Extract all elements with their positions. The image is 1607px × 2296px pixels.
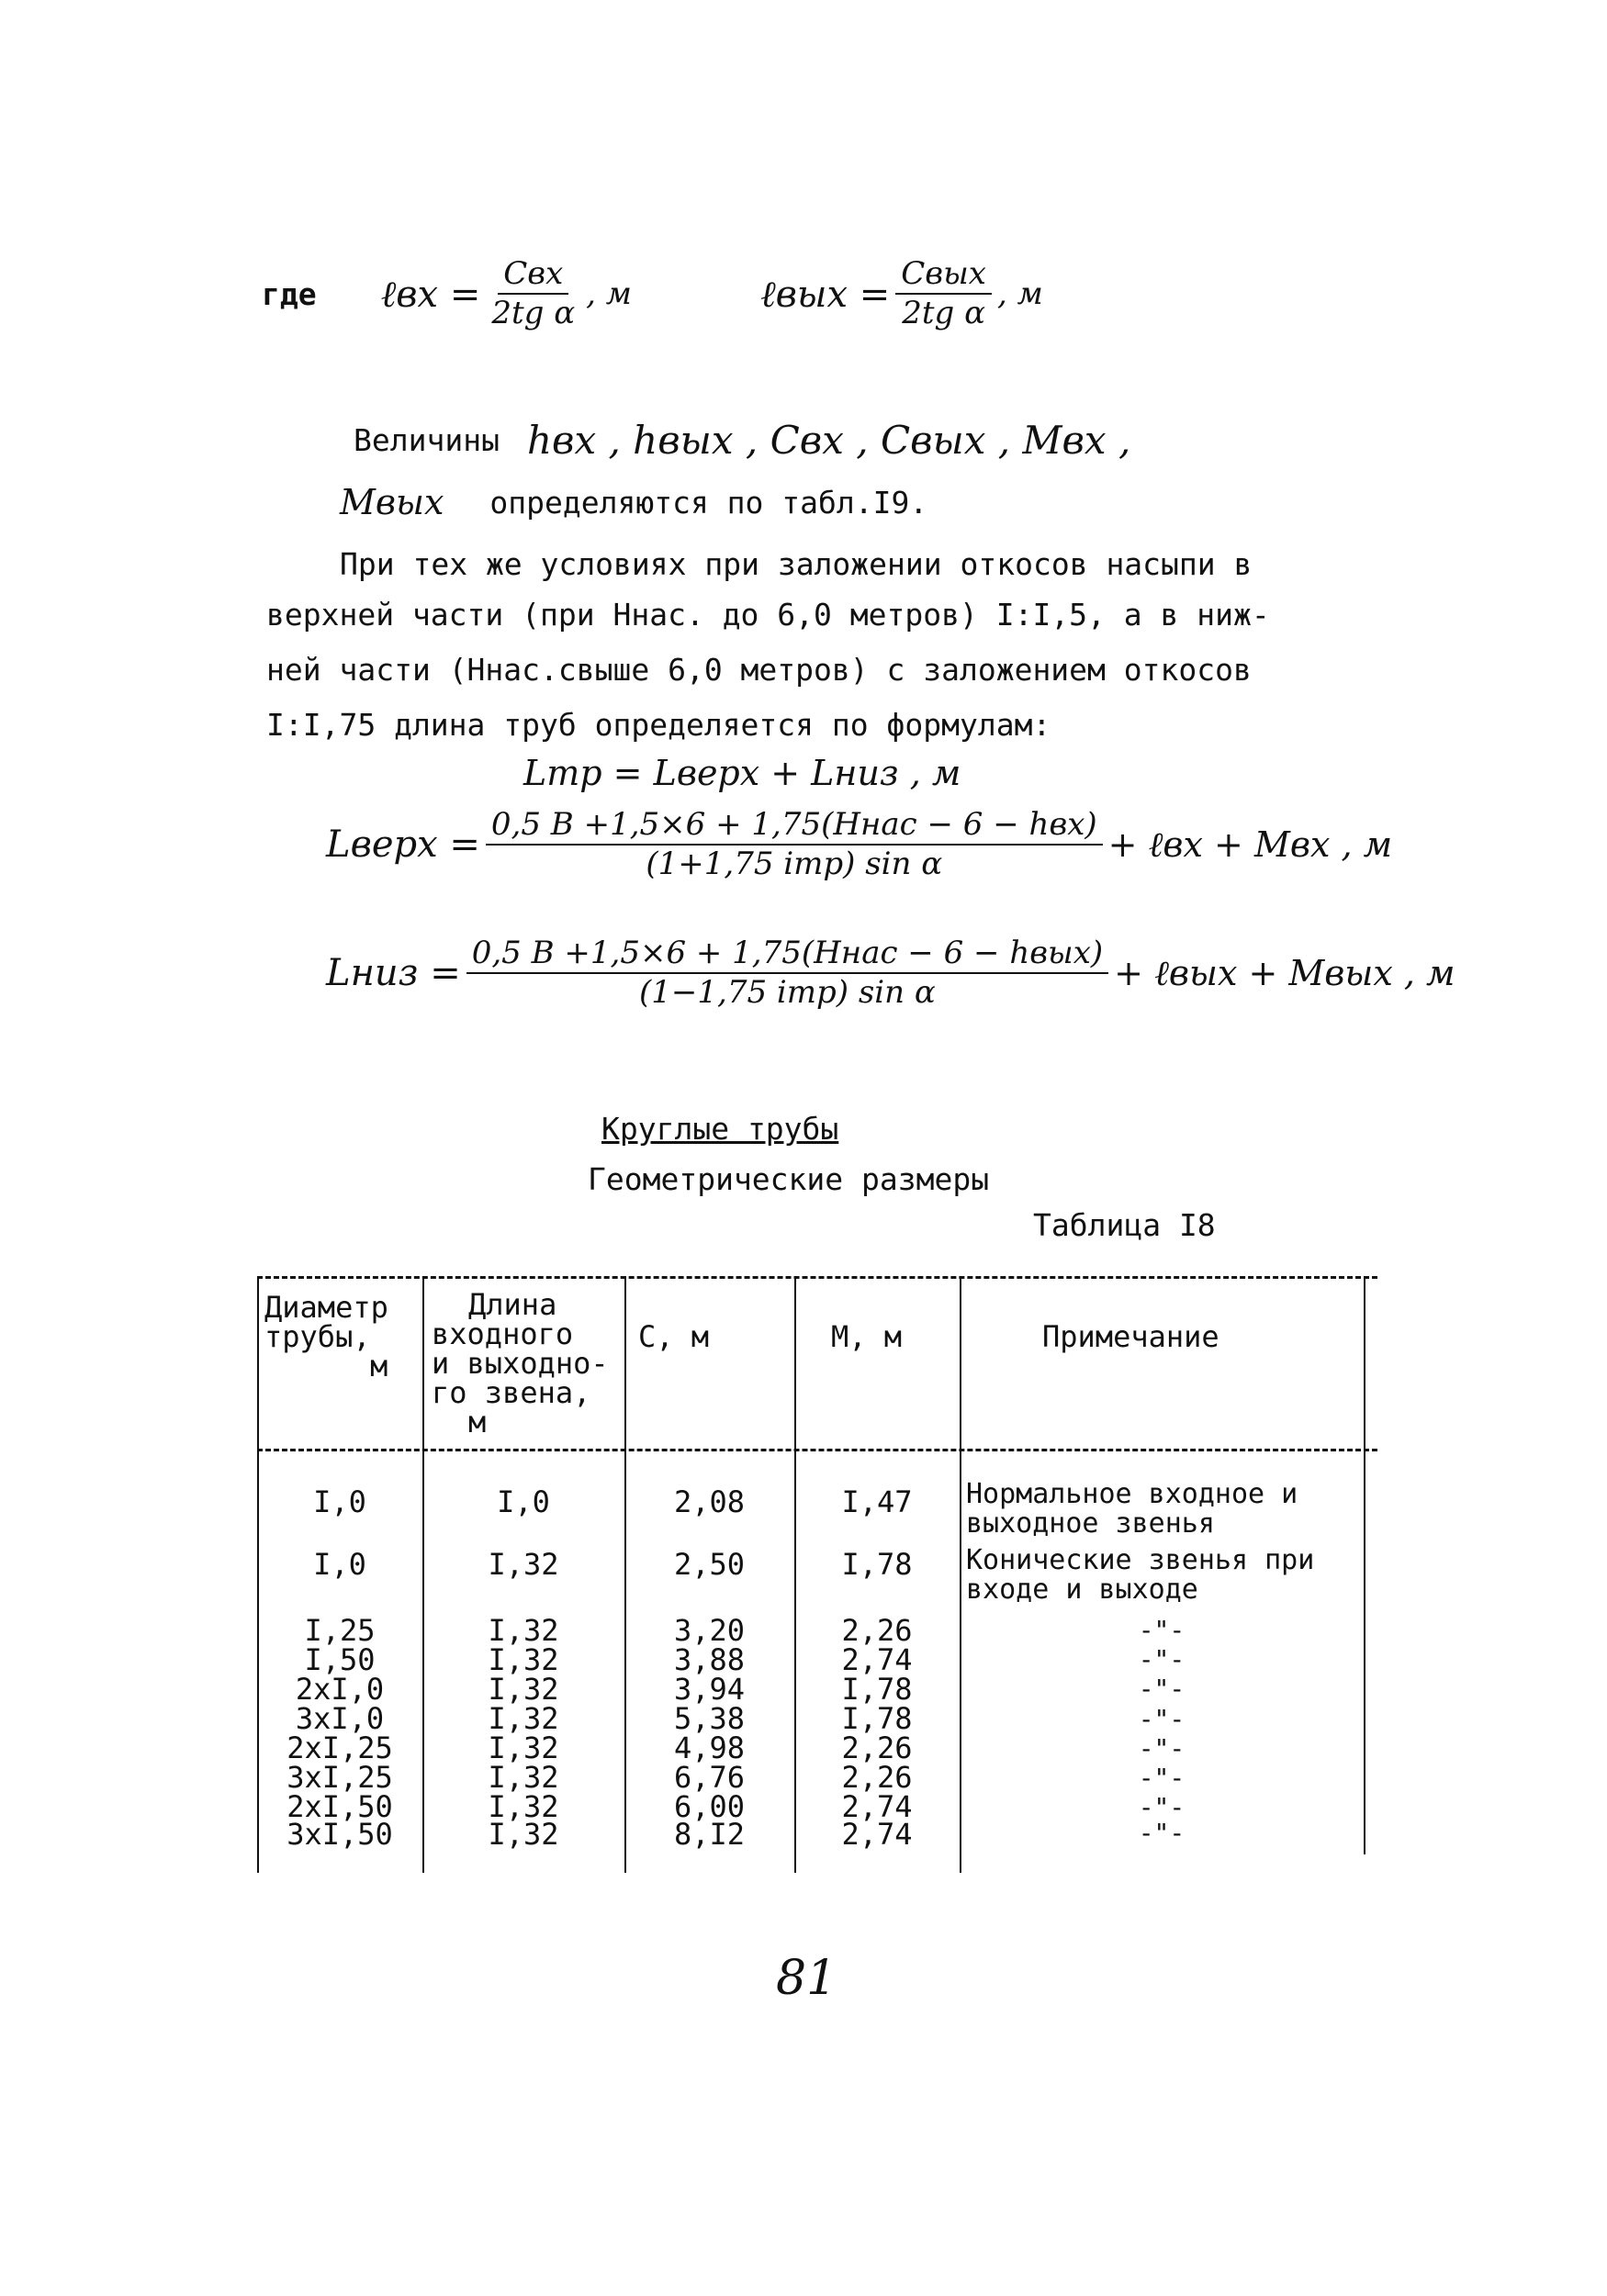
row9-diameter: 2xI,50 [287, 1789, 393, 1824]
row1-note-line1: Нормальное входное и [966, 1478, 1298, 1510]
lvix-lhs: ℓвых = [759, 273, 891, 316]
row3-c: 3,20 [673, 1613, 746, 1648]
row3-length: I,32 [488, 1613, 559, 1648]
row8-c: 6,76 [673, 1760, 746, 1795]
row7-length: I,32 [488, 1730, 559, 1765]
row5-length: I,32 [488, 1672, 559, 1707]
upper-fraction [486, 808, 1103, 882]
row2-length: I,32 [488, 1547, 559, 1582]
row7-c: 4,98 [673, 1730, 746, 1765]
rows-c-group [624, 1613, 794, 1824]
row1-diameter: I,0 [313, 1484, 366, 1519]
lower-numerator: 0,5 B +1,5×6 + 1,75(Hнас − 6 − hвых) [466, 936, 1108, 974]
row1-length: I,0 [497, 1484, 550, 1519]
pipe-dimensions-table [257, 1276, 1377, 1891]
row4-length: I,32 [488, 1642, 559, 1677]
values-label: Величины [354, 422, 500, 458]
row4-diameter: I,50 [304, 1642, 376, 1677]
row1-note-line2: выходное звенья [966, 1506, 1215, 1540]
upper-tail: + ℓвх + Mвх , м [1107, 823, 1393, 865]
mvix-var: Mвых [340, 482, 444, 522]
row9-m: 2,74 [841, 1789, 913, 1824]
header-length-line2: входного [432, 1316, 574, 1351]
lower-fraction [466, 936, 1108, 1011]
row7-m: 2,26 [841, 1730, 913, 1765]
row6-m: I,78 [841, 1701, 913, 1736]
row7-diameter: 2xI,25 [287, 1730, 393, 1765]
header-length-line3: и выходно- [432, 1346, 609, 1381]
header-diameter [264, 1290, 416, 1383]
header-diameter-line2: трубы, [264, 1319, 371, 1354]
row2-note [966, 1546, 1370, 1604]
formula-total-length: Lтр = Lверх + Lниз , м [523, 753, 961, 793]
header-length [432, 1287, 620, 1439]
where-label: где [262, 275, 317, 312]
row7-note: -"- [1138, 1732, 1186, 1764]
row9-c: 6,00 [673, 1789, 746, 1824]
row6-diameter: 3xI,0 [295, 1701, 385, 1736]
lower-denominator: (1−1,75 iтр) sin α [639, 974, 936, 1012]
lower-tail: + ℓвых + Mвых , м [1114, 952, 1455, 993]
row8-m: 2,26 [841, 1760, 913, 1795]
lower-lhs: Lниз = [326, 952, 461, 995]
row8-length: I,32 [488, 1760, 559, 1795]
row10-length: I,32 [488, 1817, 559, 1852]
header-m: М, м [831, 1319, 903, 1354]
paragraph1-line2 [340, 482, 927, 522]
row6-length: I,32 [488, 1701, 559, 1736]
formula-where-line [262, 257, 1043, 331]
row10-m: 2,74 [841, 1817, 913, 1852]
row10-c: 8,I2 [673, 1817, 746, 1852]
rows-note-group [960, 1616, 1364, 1822]
row4-note: -"- [1138, 1644, 1186, 1675]
values-vars: hвх , hвых , Cвх , Cвых , Mвх , [526, 418, 1131, 463]
row5-diameter: 2xI,0 [295, 1672, 385, 1707]
row3-diameter: I,25 [304, 1613, 376, 1648]
row2-m: I,78 [841, 1547, 913, 1582]
lvix-unit: , м [996, 275, 1043, 313]
upper-numerator: 0,5 B +1,5×6 + 1,75(Hнас − 6 − hвх) [486, 808, 1103, 846]
header-diameter-line3: м [370, 1349, 388, 1383]
page-number: 81 [776, 1951, 837, 2006]
lvx-fraction [486, 257, 580, 331]
lvx-lhs: ℓвх = [380, 273, 481, 316]
header-length-line4: го звена, [432, 1375, 591, 1410]
header-c: С, м [638, 1319, 710, 1354]
row9-note: -"- [1138, 1792, 1186, 1823]
rows-diameter-group [257, 1613, 422, 1824]
row10-diameter: 3xI,50 [287, 1817, 393, 1852]
row8-diameter: 3xI,25 [287, 1760, 393, 1795]
formula-lower-length [326, 936, 1455, 1011]
row1-c: 2,08 [673, 1484, 746, 1519]
row2-diameter: I,0 [313, 1547, 366, 1582]
row5-c: 3,94 [673, 1672, 746, 1707]
formula-upper-length [326, 808, 1392, 882]
row1-m: I,47 [841, 1484, 913, 1519]
row2-note-line1: Конические звенья при [966, 1544, 1315, 1576]
row4-c: 3,88 [673, 1642, 746, 1677]
row1-note [966, 1480, 1370, 1538]
lvix-denominator: 2tg α [902, 295, 986, 332]
table-header-border [257, 1449, 1377, 1451]
paragraph1-line1 [354, 418, 1130, 463]
upper-denominator: (1+1,75 iтр) sin α [646, 846, 943, 883]
header-note: Примечание [1042, 1319, 1219, 1354]
row9-length: I,32 [488, 1789, 559, 1824]
table-subtitle: Геометрические размеры [588, 1161, 990, 1197]
defined-by-table: определяются по табл.I9. [489, 484, 928, 521]
header-diameter-line1: Диаметр [264, 1290, 388, 1325]
rows-length-group [422, 1613, 624, 1824]
table-top-border [257, 1276, 1377, 1279]
row2-c: 2,50 [673, 1547, 746, 1582]
paragraph2-line2: верхней части (при Hнас. до 6,0 метров) I:I,5, а в ниж- [266, 597, 1270, 633]
row6-c: 5,38 [673, 1701, 746, 1736]
lvx-numerator: Cвх [498, 257, 568, 295]
table-number: Таблица I8 [1033, 1207, 1216, 1243]
row3-m: 2,26 [841, 1613, 913, 1648]
row10-note: -"- [1138, 1818, 1186, 1848]
lvx-denominator: 2tg α [491, 295, 576, 332]
lvix-numerator: Cвых [895, 257, 992, 295]
row5-note: -"- [1138, 1674, 1186, 1705]
row2-note-line2: входе и выходе [966, 1573, 1198, 1606]
row3-note: -"- [1138, 1615, 1186, 1645]
header-length-line1: Длина [468, 1287, 557, 1322]
rows-m-group [794, 1613, 960, 1824]
table-caption: Круглые трубы [601, 1111, 839, 1147]
row4-m: 2,74 [841, 1642, 913, 1677]
row8-note: -"- [1138, 1762, 1186, 1793]
row5-m: I,78 [841, 1672, 913, 1707]
lvix-fraction [895, 257, 992, 331]
header-length-line5: м [468, 1405, 487, 1439]
paragraph2-line1: При тех же условиях при заложении откосов насыпи в [340, 546, 1253, 582]
paragraph2-line3: ней части (Hнас.свыше 6,0 метров) с заложением откосов [266, 652, 1252, 688]
paragraph2-line4: I:I,75 длина труб определяется по формулам: [266, 707, 1051, 743]
lvx-unit: , м [586, 275, 632, 313]
row6-note: -"- [1138, 1703, 1186, 1734]
upper-lhs: Lверх = [326, 823, 480, 867]
